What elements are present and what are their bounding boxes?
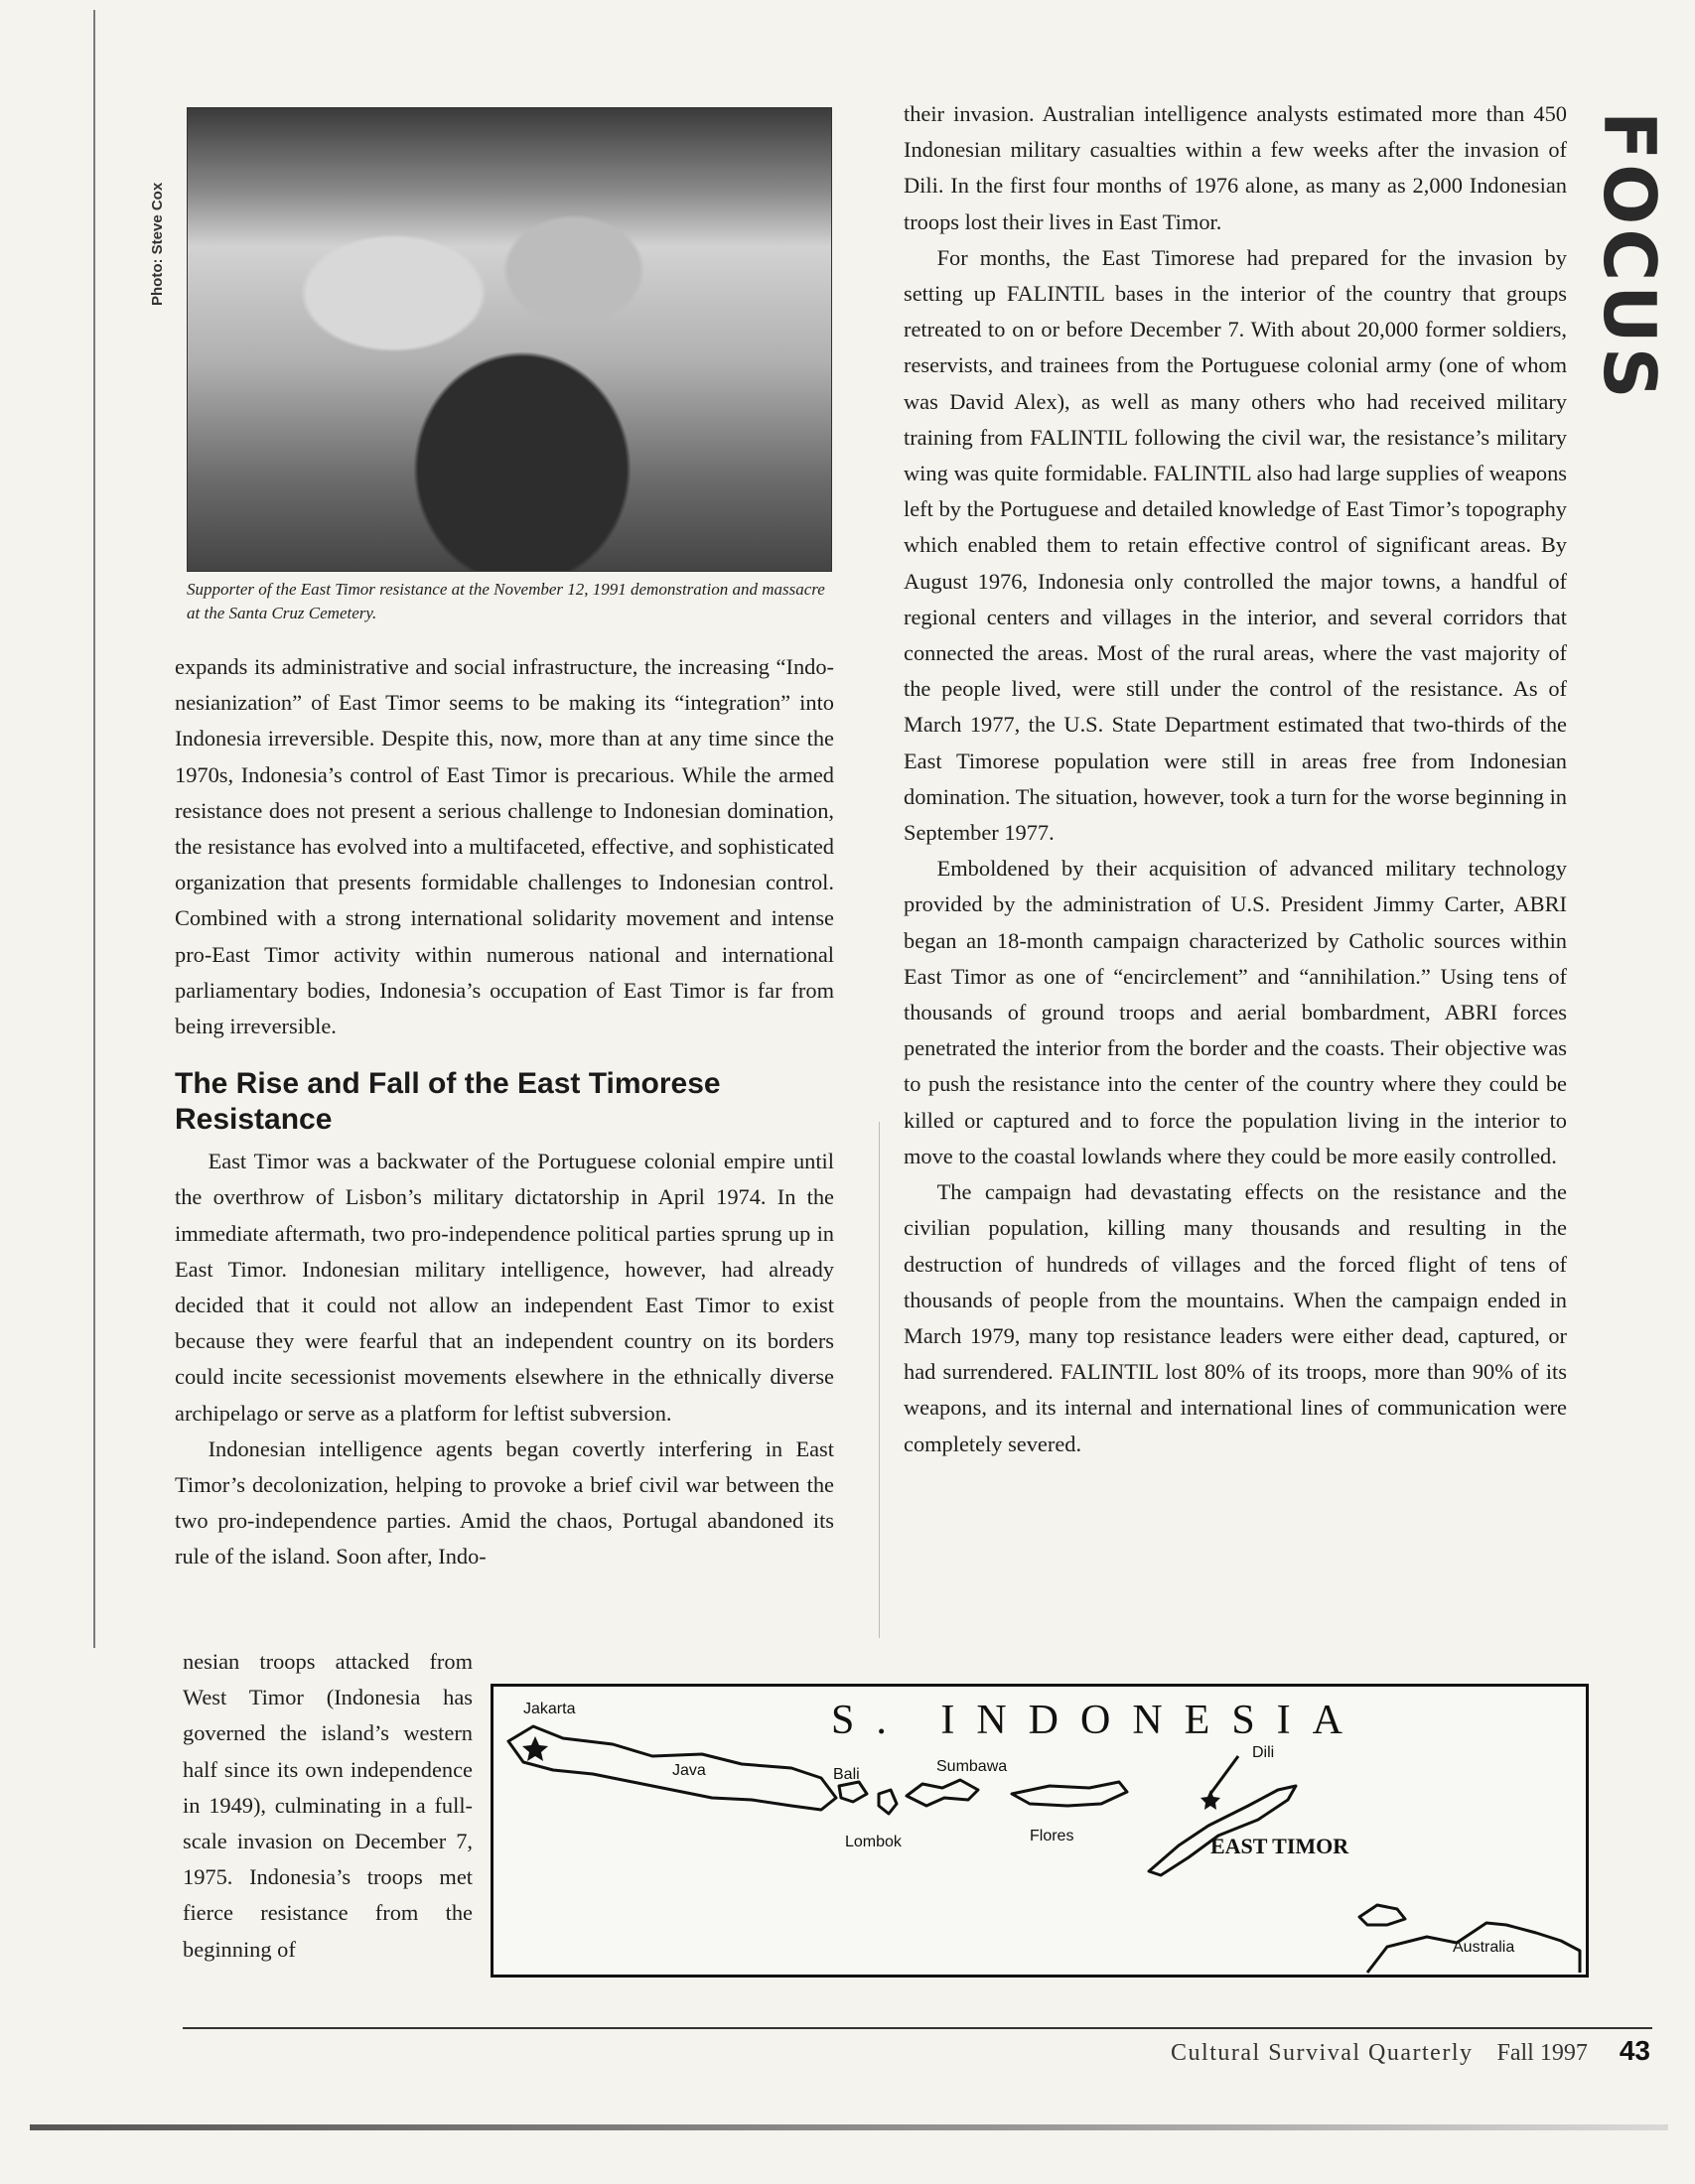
- photo-caption: Supporter of the East Timor resistance at the November 12, 1991 demonstration and massacre at the Santa Cruz Cemetery.: [187, 580, 825, 622]
- paragraph: Emboldened by their acquisition of advanced military technology provided by the administration of U.S. President Jimmy Carter, ABRI began an 18-month campaign characterized by Catholic sources within East Timor as one of “encirclement” and “annihilation.” Using tens of thousands of ground troops and aerial bombardment, ABRI forces penetrated the interior from the border and the coasts. Their objective was to push the resistance into the center of the country where they could be killed or captured and to force the population living in the interior to move to the coastal lowlands where they could be more easily controlled.: [904, 856, 1567, 1168]
- map-label-jakarta: Jakarta: [523, 1701, 576, 1717]
- jakarta-star: [522, 1736, 548, 1761]
- map-label-dili: Dili: [1252, 1744, 1275, 1761]
- photo-credit: Photo: Steve Cox: [149, 182, 166, 306]
- paragraph: their invasion. Australian intelligence analysts estimated more than 450 Indonesian military casualties within a few weeks after the invasion of Dili. In the first four months of 1976 alone, as many as 2,000 Indonesian troops lost their lives in East Timor.: [904, 101, 1567, 234]
- map-label-flores: Flores: [1030, 1828, 1074, 1844]
- map-label-java: Java: [672, 1762, 706, 1779]
- paragraph: expands its administrative and social infrastructure, the increasing “Indo-nesianization” of East Timor seems to be making its “integration” into Indonesia irreversible. Despite this, now, more than at any time since the 1970s, Indonesia’s control of East Timor is precarious. While the armed resistance does not present a serious challenge to Indonesian domination, the resistance has evolved into a multifaceted, effective, and sophisticated organization that presents formidable challenges to Indonesian control. Combined with a strong international solidarity movement and intense pro-East Timor activity within numerous national and international parliamentary bodies, Indonesia’s occupation of East Timor is far from being irreversible.: [175, 654, 834, 1039]
- scan-shadow: [30, 2124, 1668, 2130]
- indonesia-map: [491, 1684, 1589, 1978]
- paragraph: Indonesian intelligence agents began covertly interfering in East Timor’s decolonization, helping to provoke a brief civil war between the two pro-independence parties. Amid the chaos, Portugal abandoned its rule of the island. Soon after, Indo-: [175, 1435, 834, 1570]
- map-label-australia: Australia: [1453, 1939, 1515, 1956]
- paragraph: East Timor was a backwater of the Portuguese colonial empire until the overthrow of Lisbon’s military dictatorship in April 1974. In the immediate aftermath, two pro-independence political parties sprung up in East Timor. Indonesian military intelligence, however, had already decided that it could not allow an independent East Timor to exist because they were fearful that an independent country on its borders could incite secessionist movements elsewhere in the ethnically diverse archipelago or serve as a platform for leftist subversion.: [175, 1149, 834, 1426]
- map-wrap-text: [183, 1644, 473, 1968]
- paragraph: nesian troops attacked from West Timor (Indonesia has governed the island’s western half since its own independence in 1949), culminating in a full-scale invasion on December 7, 1975. Indonesia’s troops met fierce resistance from the beginning of: [183, 1649, 473, 1962]
- publication-name: Cultural Survival Quarterly: [1171, 2040, 1474, 2066]
- footer-rule: [183, 2027, 1652, 2029]
- issue-date: Fall 1997: [1496, 2040, 1588, 2066]
- map-label-east-timor: EAST TIMOR: [1210, 1834, 1349, 1858]
- timor-island: [1149, 1786, 1296, 1875]
- paragraph: For months, the East Timorese had prepared for the invasion by setting up FALINTIL bases in the interior of the country that groups retreated to on or before December 7. With about 20,000 former soldiers, reservists, and trainees from the Portuguese colonial army (one of whom was David Alex), as well as many others who had received military training from FALINTIL following the civil war, the resistance’s military wing was quite formidable. FALINTIL also had large supplies of weapons left by the Portuguese and detailed knowledge of East Timor’s topography which enabled them to retain effective control of significant areas. By August 1976, Indonesia only controlled the major towns, a handful of regional centers and villages in the interior, and several corridors that connected the areas. Most of the rural areas, where the vast majority of the people lived, were still under the control of the resistance. As of March 1977, the U.S. State Department estimated that two-thirds of the East Timorese population were still in areas free from Indonesian domination. The situation, however, took a turn for the worse beginning in September 1977.: [904, 244, 1567, 846]
- right-column: [904, 96, 1567, 1462]
- sumbawa-island: [907, 1780, 978, 1806]
- column-rule: [879, 1122, 880, 1638]
- dili-star: [1201, 1790, 1220, 1810]
- flores-island: [1012, 1782, 1127, 1806]
- page-footer: [1171, 2035, 1650, 2067]
- paragraph: The campaign had devastating effects on the resistance and the civilian population, killing many thousands and resulting in the destruction of hundreds of villages and the forced flight of tens of thousands of people from the mountains. When the campaign ended in March 1979, many top resistance leaders were either dead, captured, or had surrendered. FALINTIL lost 80% of its troops, more than 90% of its weapons, and its internal and international lines of communication were completely severed.: [904, 1179, 1567, 1456]
- section-tab: [1588, 111, 1673, 429]
- map-label-sumbawa: Sumbawa: [936, 1758, 1008, 1775]
- bali-island: [839, 1782, 867, 1802]
- section-tab-label: FOCUS: [1588, 111, 1671, 403]
- map-label-bali: Bali: [833, 1766, 860, 1783]
- page-number: 43: [1619, 2035, 1650, 2066]
- map-label-lombok: Lombok: [845, 1834, 902, 1850]
- left-column: [175, 649, 834, 1575]
- dili-pointer: [1210, 1756, 1238, 1794]
- australia-peninsula: [1359, 1905, 1405, 1925]
- map-title: S. INDONESIA: [831, 1698, 1364, 1743]
- section-heading: The Rise and Fall of the East Timorese Resistance: [175, 1067, 721, 1137]
- page-edge: [93, 10, 95, 1648]
- lombok-island: [879, 1790, 897, 1814]
- resistance-photo: [187, 107, 832, 572]
